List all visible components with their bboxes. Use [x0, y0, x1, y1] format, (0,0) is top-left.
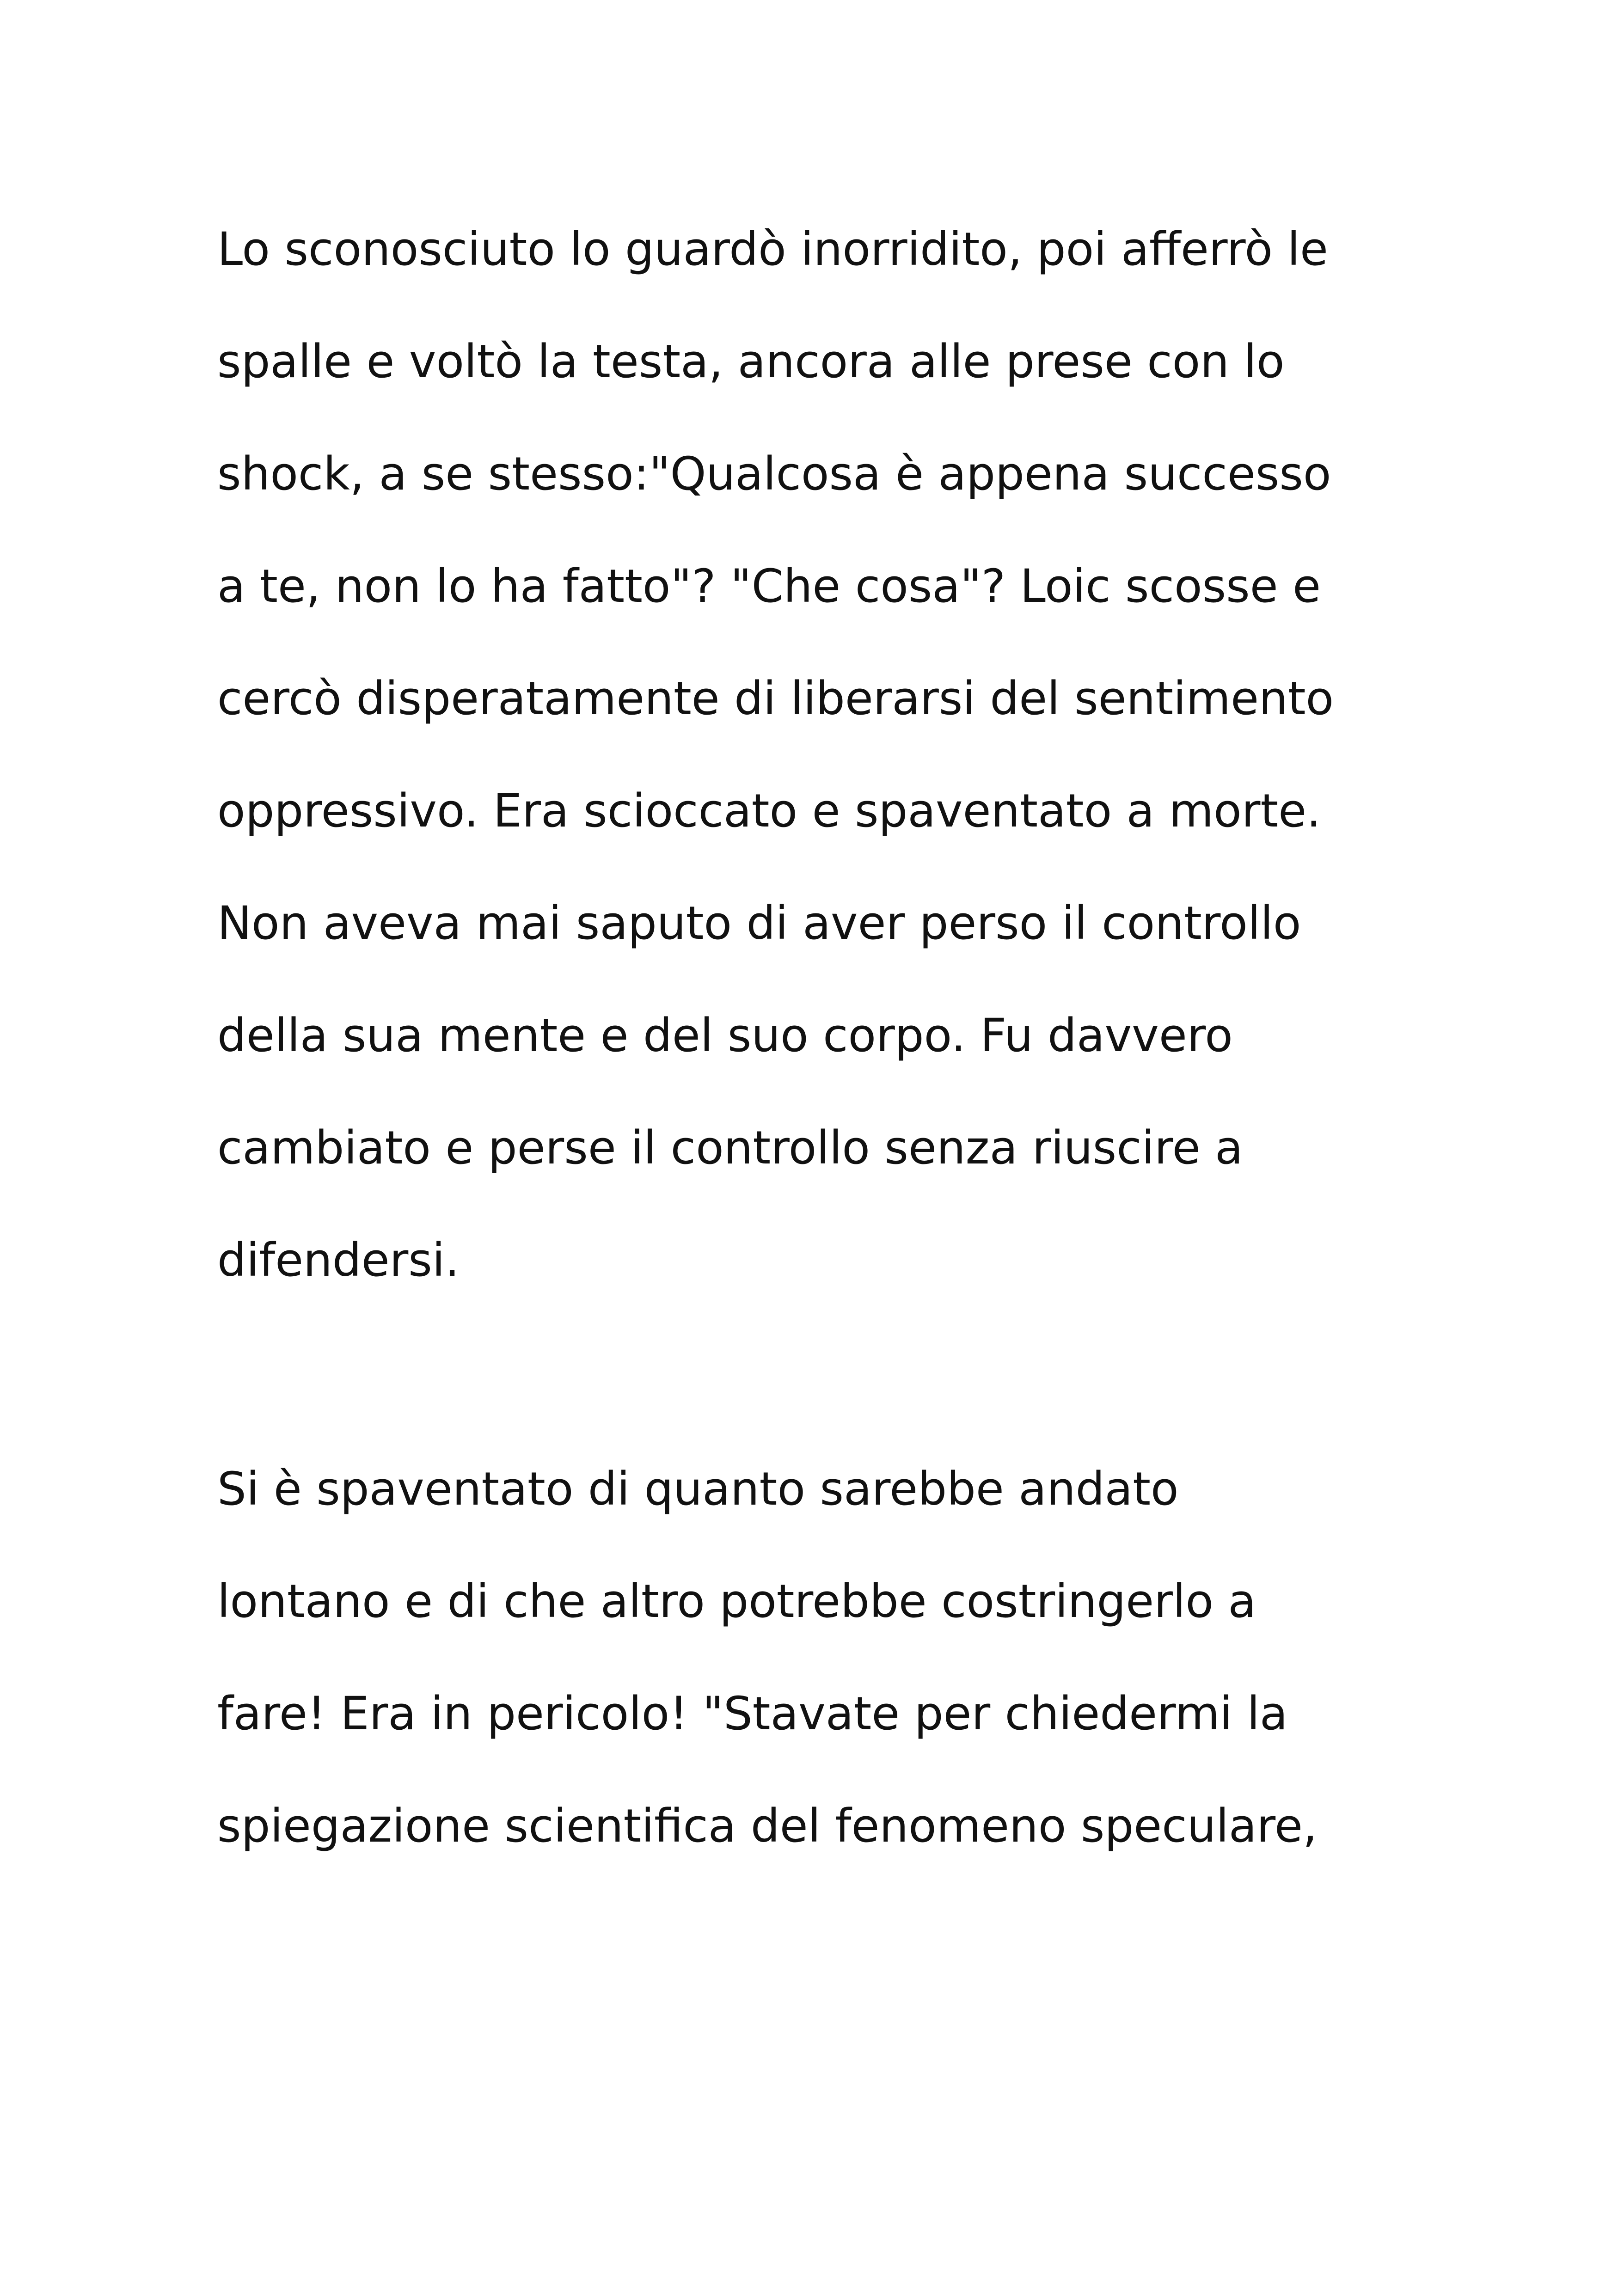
paragraph-2-line-2: lontano e di che altro potrebbe costringerlo a [217, 1575, 1256, 1628]
paragraph-2-line-1: Si è spaventato di quanto sarebbe andato [217, 1463, 1179, 1516]
paragraph-1-line-6: oppressivo. Era scioccato e spaventato a morte. [217, 784, 1321, 838]
paragraph-1-line-5: cercò disperatamente di liberarsi del sentimento [217, 672, 1334, 725]
paragraph-2-line-3: fare! Era in pericolo! "Stavate per chiedermi la [217, 1687, 1288, 1740]
paragraph-1-line-10: difendersi. [217, 1234, 460, 1287]
paragraph-1-line-8: della sua mente e del suo corpo. Fu davvero [217, 1009, 1233, 1062]
paragraph-1-line-1: Lo sconosciuto lo guardò inorridito, poi afferrò le [217, 223, 1328, 276]
paragraph-1-line-3: shock, a se stesso:"Qualcosa è appena successo [217, 447, 1331, 501]
paragraph-2-line-4: spiegazione scientifica del fenomeno speculare, [217, 1800, 1318, 1853]
paragraph-1-line-2: spalle e voltò la testa, ancora alle prese con lo [217, 335, 1285, 388]
paragraph-1-line-4: a te, non lo ha fatto"? "Che cosa"? Loic scosse e [217, 560, 1321, 613]
paragraph-1-line-9: cambiato e perse il controllo senza riuscire a [217, 1121, 1243, 1175]
paragraph-1-line-7: Non aveva mai saputo di aver perso il controllo [217, 897, 1301, 950]
